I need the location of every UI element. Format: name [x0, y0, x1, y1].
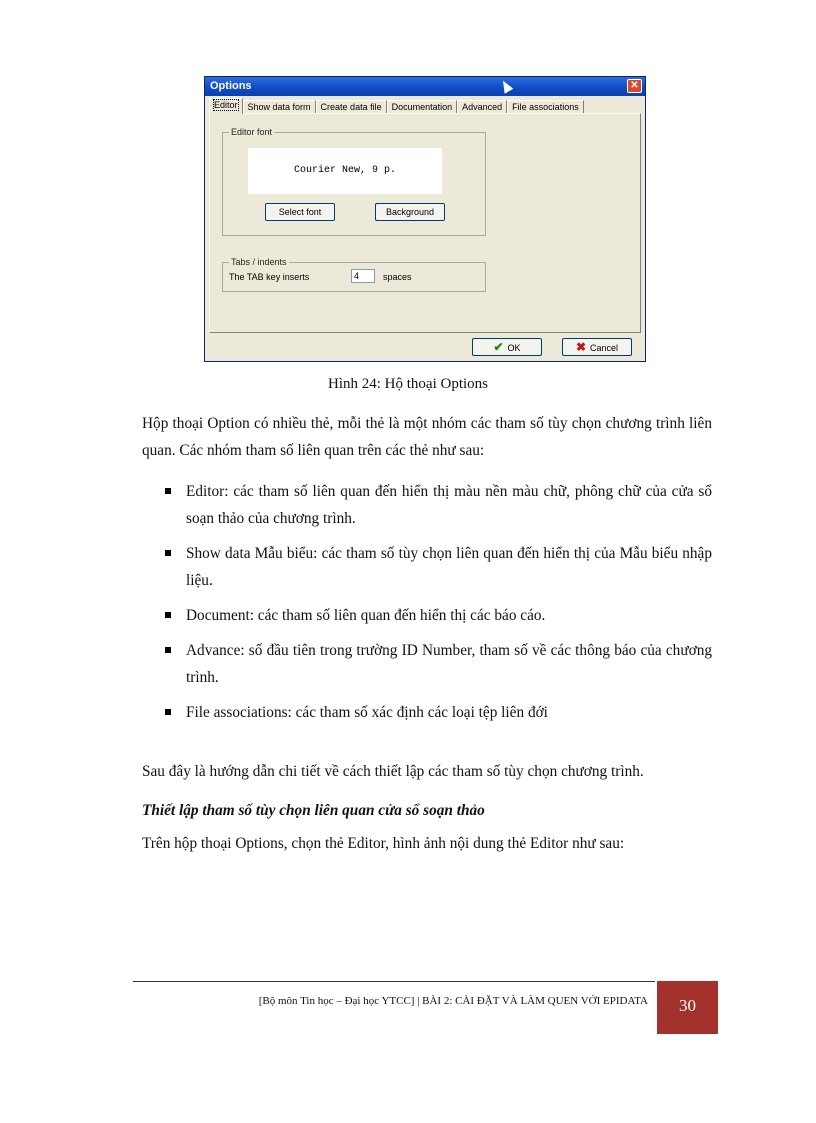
- close-icon[interactable]: ✕: [627, 79, 642, 93]
- tab-editor[interactable]: Editor: [209, 98, 243, 114]
- tab-documentation[interactable]: Documentation: [387, 100, 458, 114]
- ok-button[interactable]: ✔ OK: [472, 338, 542, 356]
- dialog-title: Options: [210, 80, 252, 92]
- tab-create-data-file[interactable]: Create data file: [316, 100, 387, 114]
- list-item: Show data Mẫu biểu: các tham số tùy chọn liên quan đến hiển thị của Mẫu biểu nhập liệu.: [142, 540, 712, 594]
- check-icon: ✔: [493, 340, 504, 354]
- last-paragraph: Trên hộp thoại Options, chọn thẻ Editor, hình ảnh nội dung thẻ Editor như sau:: [142, 835, 625, 852]
- tabs-indents-group: [222, 257, 486, 292]
- mouse-cursor-icon: [499, 78, 514, 93]
- section-heading: Thiết lập tham số tùy chọn liên quan cửa sổ soạn thảo: [142, 802, 485, 819]
- bullet-icon: [165, 612, 171, 618]
- spaces-label: spaces: [383, 272, 412, 282]
- tabs-indents-legend: Tabs / indents: [231, 257, 287, 267]
- list-item: Editor: các tham số liên quan đến hiển thị màu nền màu chữ, phông chữ của cửa sổ soạn thảo của chương trình.: [142, 478, 712, 532]
- bullet-icon: [165, 488, 171, 494]
- intro-paragraph: Hộp thoại Option có nhiều thẻ, mỗi thẻ là một nhóm các tham số tùy chọn chương trình liên quan. Các nhóm tham số liên quan trên các thẻ như sau:: [142, 415, 712, 459]
- figure-caption: Hình 24: Hộ thoại Options: [328, 376, 488, 392]
- tab-groups-list: [142, 478, 712, 734]
- x-icon: ✖: [575, 340, 587, 354]
- after-list-paragraph: Sau đây là hướng dẫn chi tiết về cách thiết lập các tham số tùy chọn chương trình.: [142, 763, 644, 780]
- tab-file-associations[interactable]: File associations: [507, 100, 584, 114]
- cancel-button[interactable]: ✖ Cancel: [562, 338, 632, 356]
- page-number: 30: [657, 981, 718, 1034]
- dialog-titlebar[interactable]: [205, 77, 645, 96]
- tab-spaces-input[interactable]: 4: [351, 269, 375, 283]
- list-item: File associations: các tham số xác định các loại tệp liên đới: [142, 699, 712, 726]
- font-preview: Courier New, 9 p.: [247, 147, 443, 195]
- select-font-button[interactable]: Select font: [265, 203, 335, 221]
- list-item: Document: các tham số liên quan đến hiển thị các báo cáo.: [142, 602, 712, 629]
- background-button[interactable]: Background: [375, 203, 445, 221]
- list-item: Advance: số đầu tiên trong trường ID Number, tham số về các thông báo của chương trình.: [142, 637, 712, 691]
- tab-strip: [209, 99, 584, 113]
- footer-rule: [133, 981, 655, 982]
- editor-font-group: [222, 127, 486, 236]
- tab-advanced[interactable]: Advanced: [457, 100, 507, 114]
- bullet-icon: [165, 550, 171, 556]
- editor-font-legend: Editor font: [231, 127, 273, 137]
- tab-show-data-form[interactable]: Show data form: [243, 100, 316, 114]
- footer-text: [Bộ môn Tin học – Đại học YTCC] | BÀI 2: CÀI ĐẶT VÀ LÀM QUEN VỚI EPIDATA: [258, 995, 648, 1007]
- editor-tab-panel: [209, 113, 641, 333]
- bullet-icon: [165, 647, 171, 653]
- options-dialog: [204, 76, 646, 362]
- bullet-icon: [165, 709, 171, 715]
- tab-key-label: The TAB key inserts: [229, 272, 310, 282]
